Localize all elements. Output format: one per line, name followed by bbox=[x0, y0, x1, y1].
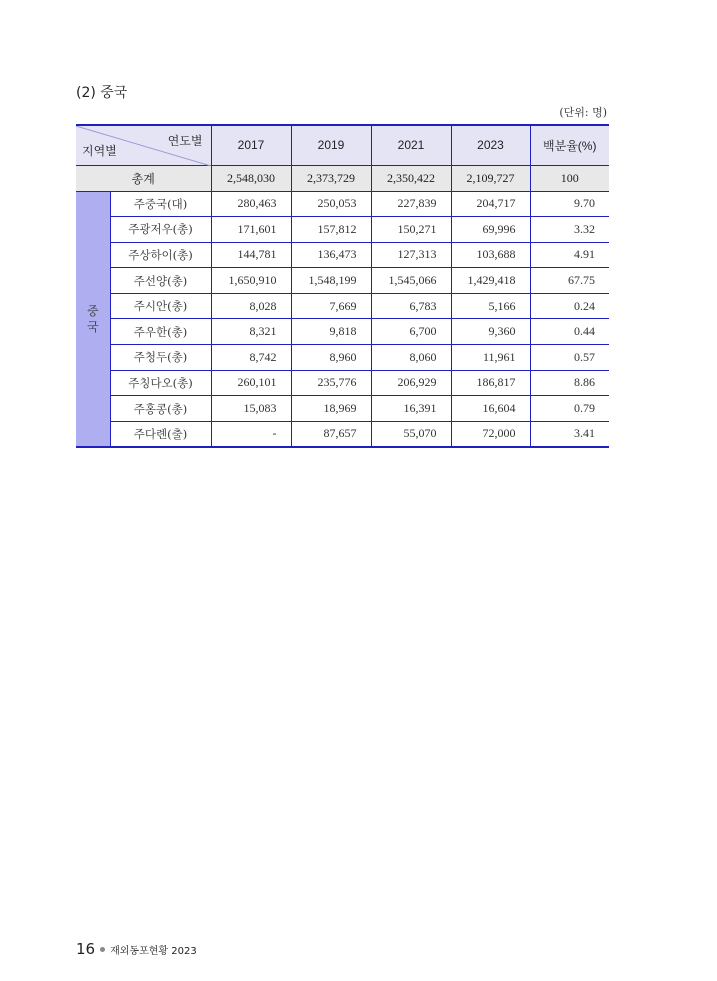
column-header: 2017 bbox=[211, 125, 291, 165]
value-cell: 186,817 bbox=[451, 370, 530, 396]
total-value: 2,350,422 bbox=[371, 165, 451, 191]
city-cell: 주시안(총) bbox=[110, 293, 211, 319]
table-row bbox=[76, 370, 609, 396]
value-cell: 0.57 bbox=[530, 345, 609, 371]
value-cell: 8,060 bbox=[371, 345, 451, 371]
value-cell: 8,321 bbox=[211, 319, 291, 345]
total-value: 2,373,729 bbox=[291, 165, 371, 191]
value-cell: 4.91 bbox=[530, 242, 609, 268]
value-cell: 8,742 bbox=[211, 345, 291, 371]
table-row bbox=[76, 345, 609, 371]
value-cell: 260,101 bbox=[211, 370, 291, 396]
value-cell: 1,545,066 bbox=[371, 268, 451, 294]
corner-header bbox=[76, 125, 211, 165]
value-cell: 55,070 bbox=[371, 421, 451, 447]
page-number: 16 bbox=[76, 940, 96, 958]
page-footer bbox=[76, 940, 197, 958]
value-cell: 171,601 bbox=[211, 217, 291, 243]
value-cell: 8,960 bbox=[291, 345, 371, 371]
value-cell: 9,360 bbox=[451, 319, 530, 345]
value-cell: 206,929 bbox=[371, 370, 451, 396]
table-row bbox=[76, 293, 609, 319]
value-cell: 5,166 bbox=[451, 293, 530, 319]
value-cell: 67.75 bbox=[530, 268, 609, 294]
value-cell: 204,717 bbox=[451, 191, 530, 217]
table-row bbox=[76, 319, 609, 345]
value-cell: 1,650,910 bbox=[211, 268, 291, 294]
table-row bbox=[76, 268, 609, 294]
value-cell: 11,961 bbox=[451, 345, 530, 371]
total-value: 100 bbox=[530, 165, 609, 191]
value-cell: 280,463 bbox=[211, 191, 291, 217]
value-cell: 1,548,199 bbox=[291, 268, 371, 294]
value-cell: 15,083 bbox=[211, 396, 291, 422]
table-row bbox=[76, 191, 609, 217]
column-header: 2021 bbox=[371, 125, 451, 165]
corner-bottom-label: 지역별 bbox=[82, 143, 117, 158]
city-cell: 주우한(총) bbox=[110, 319, 211, 345]
overseas-koreans-china-table bbox=[76, 124, 609, 448]
value-cell: 8,028 bbox=[211, 293, 291, 319]
total-value: 2,548,030 bbox=[211, 165, 291, 191]
city-cell: 주홍콩(총) bbox=[110, 396, 211, 422]
value-cell: 0.44 bbox=[530, 319, 609, 345]
table-row bbox=[76, 396, 609, 422]
value-cell: 87,657 bbox=[291, 421, 371, 447]
value-cell: 3.32 bbox=[530, 217, 609, 243]
value-cell: 6,700 bbox=[371, 319, 451, 345]
value-cell: 136,473 bbox=[291, 242, 371, 268]
column-header: 2019 bbox=[291, 125, 371, 165]
value-cell: 3.41 bbox=[530, 421, 609, 447]
column-header: 백분율(%) bbox=[530, 125, 609, 165]
table-row bbox=[76, 242, 609, 268]
total-value: 2,109,727 bbox=[451, 165, 530, 191]
value-cell: 227,839 bbox=[371, 191, 451, 217]
value-cell: 127,313 bbox=[371, 242, 451, 268]
column-header: 2023 bbox=[451, 125, 530, 165]
city-cell: 주상하이(총) bbox=[110, 242, 211, 268]
city-cell: 주중국(대) bbox=[110, 191, 211, 217]
region-text: 중국 bbox=[86, 303, 99, 334]
value-cell: 0.24 bbox=[530, 293, 609, 319]
unit-label: (단위: 명) bbox=[559, 106, 607, 119]
value-cell: 250,053 bbox=[291, 191, 371, 217]
city-cell: 주광저우(총) bbox=[110, 217, 211, 243]
value-cell: 7,669 bbox=[291, 293, 371, 319]
value-cell: 144,781 bbox=[211, 242, 291, 268]
city-cell: 주다롄(출) bbox=[110, 421, 211, 447]
value-cell: 157,812 bbox=[291, 217, 371, 243]
city-cell: 주선양(총) bbox=[110, 268, 211, 294]
value-cell: - bbox=[211, 421, 291, 447]
value-cell: 16,391 bbox=[371, 396, 451, 422]
city-cell: 주청두(총) bbox=[110, 345, 211, 371]
footer-title: 재외동포현황 2023 bbox=[110, 946, 197, 957]
city-cell: 주칭다오(총) bbox=[110, 370, 211, 396]
value-cell: 150,271 bbox=[371, 217, 451, 243]
region-label bbox=[76, 191, 110, 447]
value-cell: 6,783 bbox=[371, 293, 451, 319]
total-label: 총계 bbox=[76, 165, 211, 191]
total-row bbox=[76, 165, 609, 191]
value-cell: 9,818 bbox=[291, 319, 371, 345]
value-cell: 235,776 bbox=[291, 370, 371, 396]
value-cell: 103,688 bbox=[451, 242, 530, 268]
value-cell: 9.70 bbox=[530, 191, 609, 217]
bullet-icon bbox=[100, 947, 105, 952]
value-cell: 1,429,418 bbox=[451, 268, 530, 294]
table-row bbox=[76, 217, 609, 243]
value-cell: 8.86 bbox=[530, 370, 609, 396]
table-row bbox=[76, 421, 609, 447]
value-cell: 16,604 bbox=[451, 396, 530, 422]
value-cell: 18,969 bbox=[291, 396, 371, 422]
value-cell: 69,996 bbox=[451, 217, 530, 243]
section-title: (2) 중국 bbox=[76, 85, 128, 101]
value-cell: 0.79 bbox=[530, 396, 609, 422]
header-row bbox=[76, 125, 609, 165]
corner-top-label: 연도별 bbox=[167, 134, 203, 148]
value-cell: 72,000 bbox=[451, 421, 530, 447]
